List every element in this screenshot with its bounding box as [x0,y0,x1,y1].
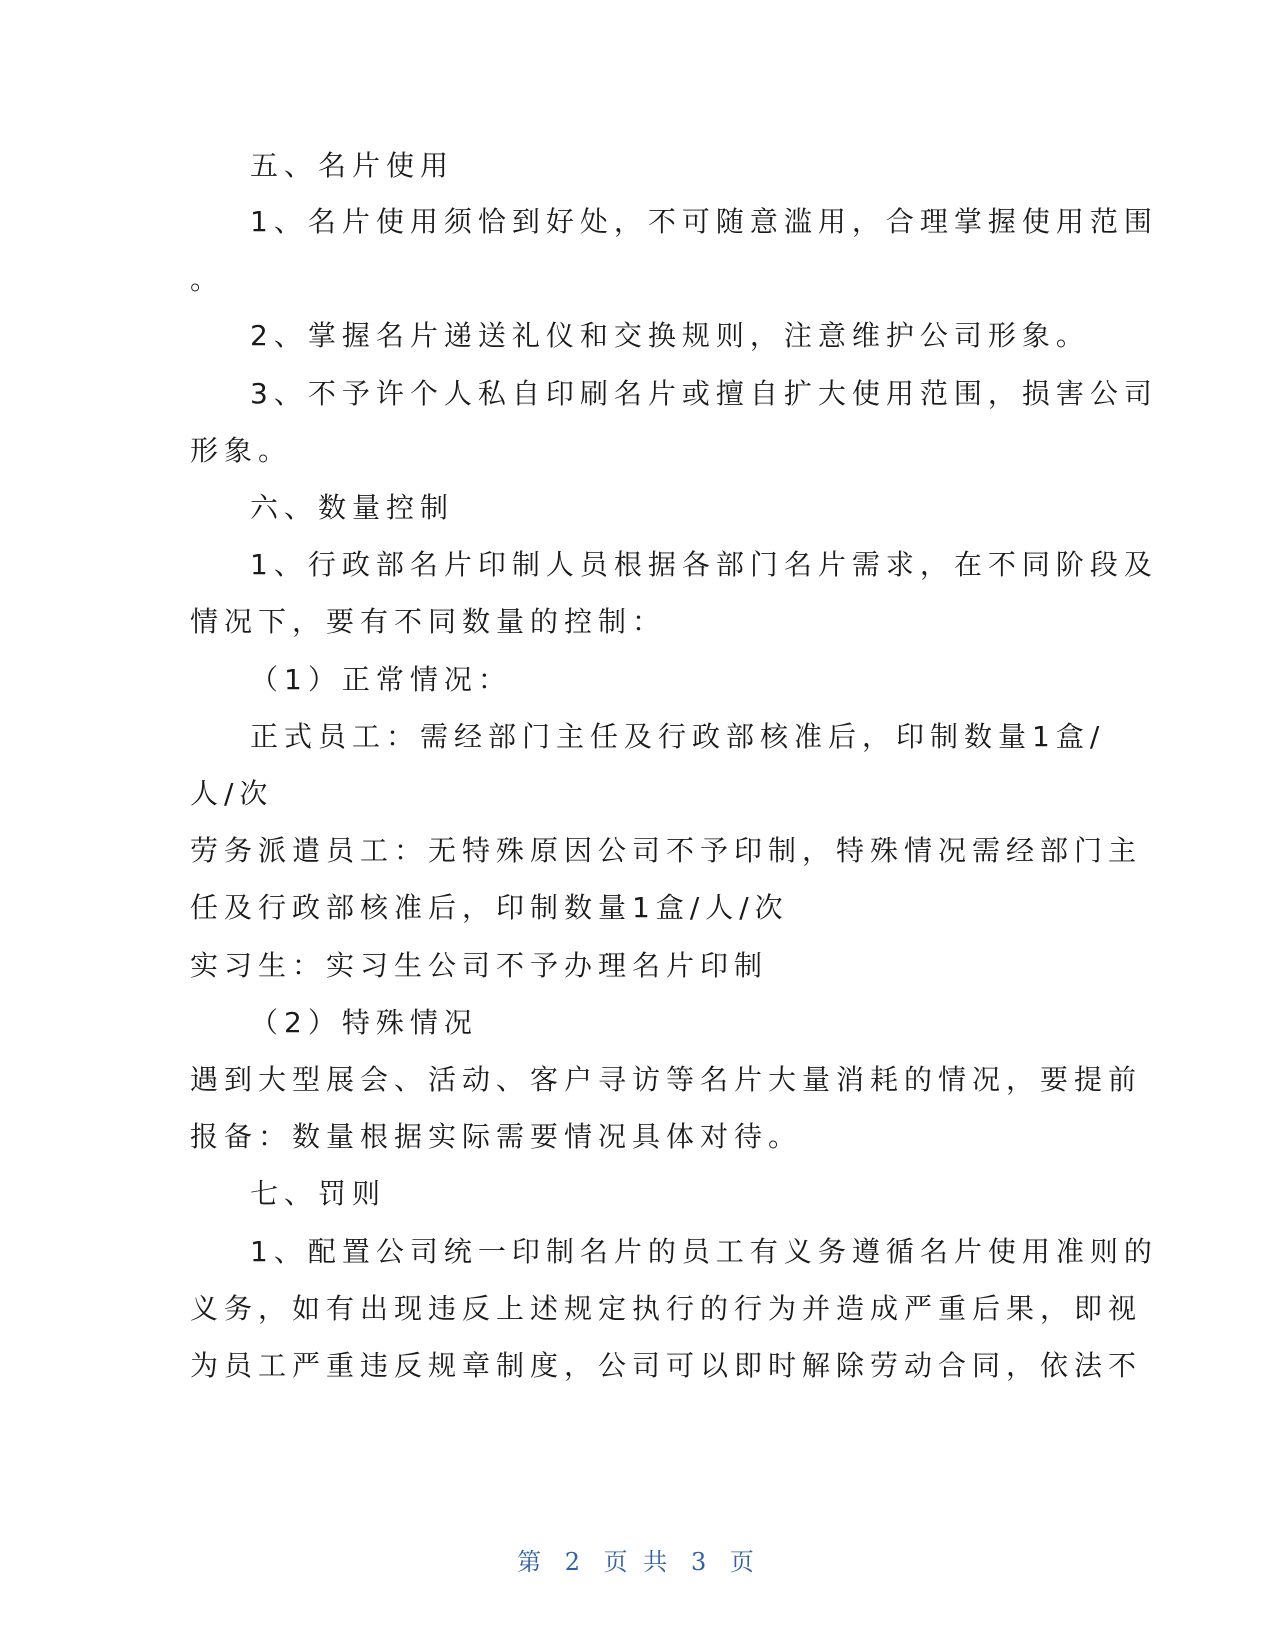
footer-prefix: 第 [517,1548,546,1576]
paragraph-line: 劳务派遣员工：无特殊原因公司不予印制，特殊情况需经部门主 [190,834,1143,867]
paragraph-line: 任及行政部核准后，印制数量1盒/人/次 [190,891,789,924]
paragraph-line: 情况下，要有不同数量的控制： [190,605,667,638]
section-heading-5: 五、名片使用 [250,149,455,182]
paragraph-line: 3、不予许个人私自印刷名片或擅自扩大使用范围，损害公司 [250,377,1158,410]
paragraph-line: 形象。 [190,434,293,467]
paragraph-line: 义务，如有出现违反上述规定执行的行为并造成严重后果，即视 [190,1292,1143,1325]
subheading-normal: （1）正常情况： [250,663,512,696]
paragraph-line: 人/次 [190,777,274,810]
section-heading-7: 七、罚则 [250,1177,387,1210]
page-footer [0,1542,1275,1577]
section-heading-6: 六、数量控制 [250,491,455,524]
paragraph-line: 报备：数量根据实际需要情况具体对待。 [190,1120,803,1153]
footer-middle: 页 共 [603,1548,672,1576]
footer-page-number: 2 [564,1548,585,1576]
footer-total-pages: 3 [690,1548,711,1576]
paragraph-line: 实习生：实习生公司不予办理名片印制 [190,949,769,982]
paragraph-line: 正式员工：需经部门主任及行政部核准后，印制数量1盒/ [250,720,1106,753]
footer-suffix: 页 [729,1548,758,1576]
paragraph-line: 2、掌握名片递送礼仪和交换规则，注意维护公司形象。 [250,319,1090,352]
paragraph-line: 为员工严重违反规章制度，公司可以即时解除劳动合同，依法不 [190,1349,1143,1382]
paragraph-line: 遇到大型展会、活动、客户寻访等名片大量消耗的情况，要提前 [190,1063,1143,1096]
subheading-special: （2）特殊情况 [250,1006,478,1039]
paragraph-line: 1、配置公司统一印制名片的员工有义务遵循名片使用准则的 [250,1235,1158,1268]
paragraph-line: 1、名片使用须恰到好处，不可随意滥用，合理掌握使用范围 [250,205,1158,238]
paragraph-line: 。 [190,263,225,296]
paragraph-line: 1、行政部名片印制人员根据各部门名片需求，在不同阶段及 [250,548,1158,581]
